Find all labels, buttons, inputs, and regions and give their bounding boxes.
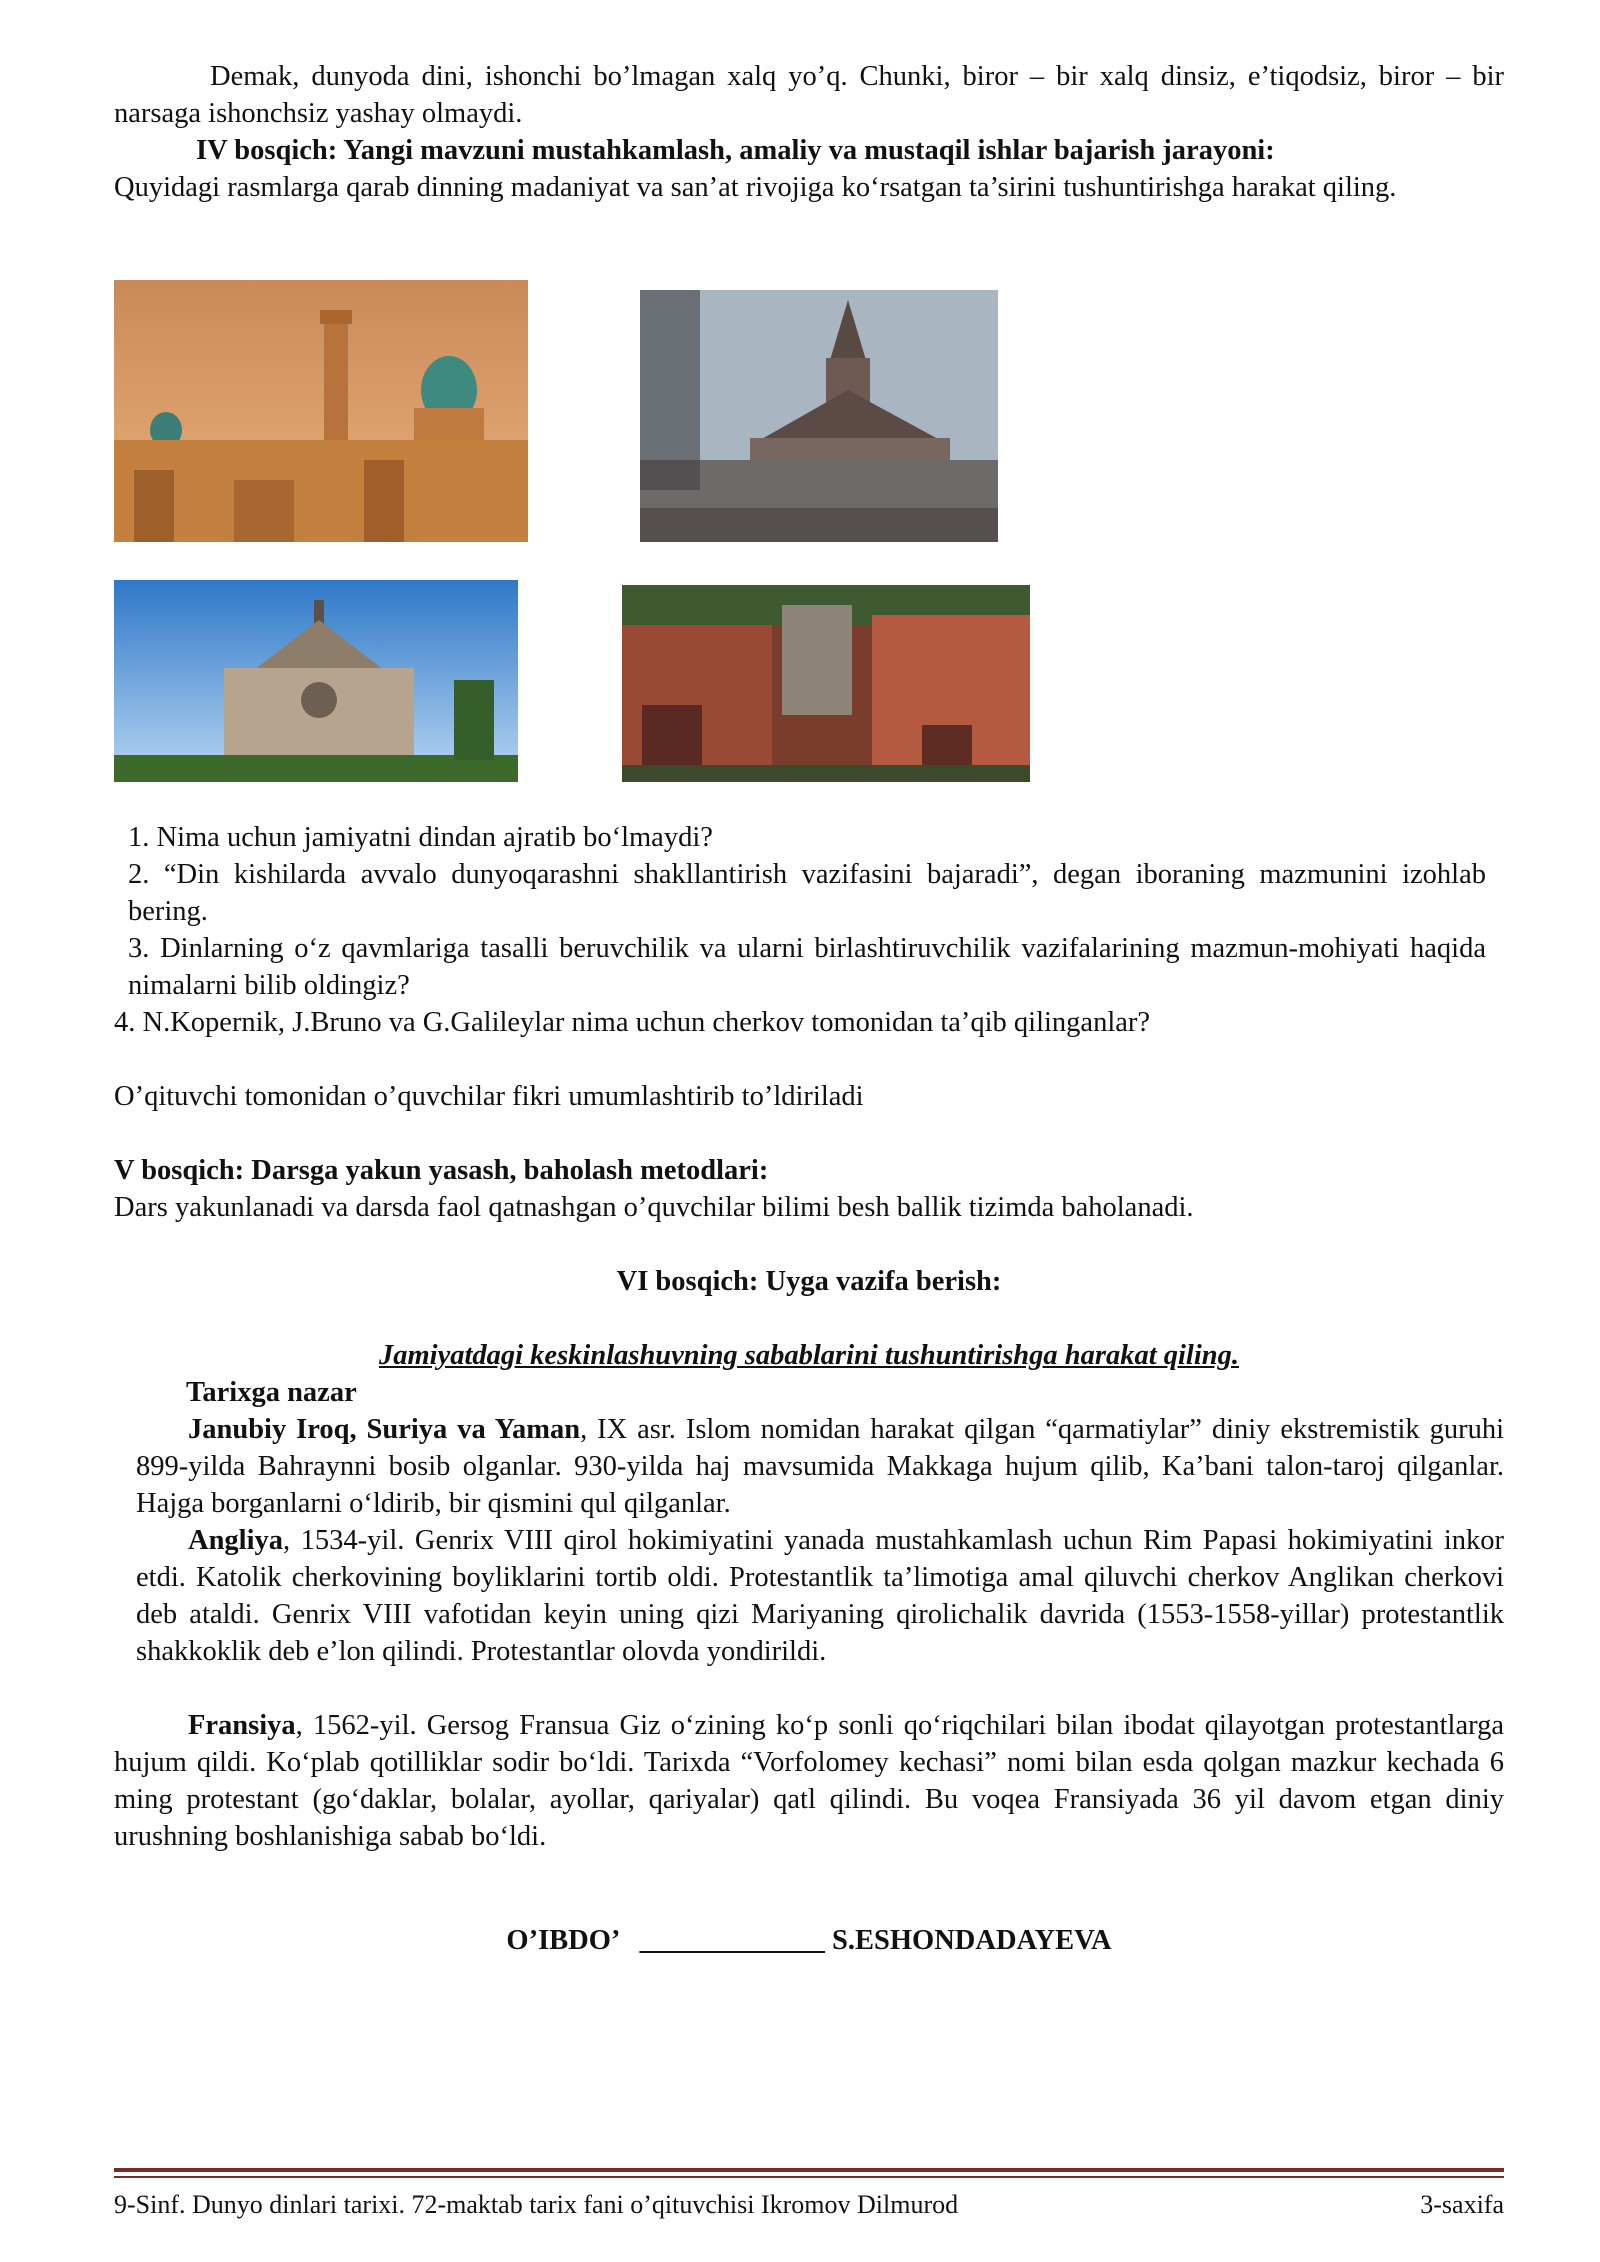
signature-blank: _____________: [639, 1925, 825, 1956]
signature-line: [114, 1922, 1504, 1959]
history-paragraph-england: [136, 1522, 1504, 1670]
stage5-text: Dars yakunlanadi va darsda faol qatnashgan o’quvchilar bilimi besh ballik tizimda baholanadi.: [114, 1192, 1194, 1223]
history-place-england: Angliya: [188, 1525, 284, 1556]
history-text-france: , 1562-yil. Gersog Fransua Giz o‘zining ko‘p sonli qo‘riqchilari bilan ibodat qilayotgan protestantlarga hujum qildi. Ko‘plab qotilliklar sodir bo‘ldi. Tarixda “Vorfolomey kechasi” nomi bilan esda qolgan mazkur kechada 6 ming protestant (go‘daklar, bolalar, ayollar, qariyalar) qatl qilindi. Bu voqea Fransiyada 36 yil davom etgan diniy urushning boshlanishiga sabab bo‘ldi.: [114, 1710, 1504, 1852]
page-footer: [114, 2186, 1504, 2223]
history-text-iraq: , IX asr. Islom nomidan harakat qilgan “qarmatiylar” diniy ekstremistik guruhi 899-yilda Bahraynni bosib olganlar. 930-yilda haj mavsumida Makkaga hujum qilib, Ka’bani talon-taroj qilganlar. Hajga borganlarni o‘ldirib, bir qismini qul qilganlar.: [136, 1414, 1504, 1519]
history-paragraph-france: [114, 1707, 1504, 1855]
history-place-france: Fransiya: [188, 1710, 296, 1741]
page-number: 3-saxifa: [1420, 2190, 1504, 2219]
stage4-heading: IV bosqich: Yangi mavzuni mustahkamlash, amaliy va mustaqil ishlar bajarish jarayoni:: [196, 135, 1275, 166]
footer-author: 9-Sinf. Dunyo dinlari tarixi. 72-maktab tarix fani o’qituvchisi Ikromov Dilmurod: [114, 2190, 959, 2219]
history-title: Tarixga nazar: [186, 1377, 357, 1408]
homework-task: Jamiyatdagi keskinlashuvning sabablarini tushuntirishga harakat qiling.: [378, 1340, 1239, 1371]
intro-paragraph: Demak, dunyoda dini, ishonchi bo’lmagan xalq yo’q. Chunki, biror – bir xalq dinsiz, e’tiqodsiz, biror – bir narsaga ishonchsiz yashay olmaydi.: [114, 61, 1504, 129]
signature-org: O’IBDO’: [506, 1925, 619, 1956]
mosque-minaret-photo: [114, 280, 528, 542]
church-photo: [640, 290, 998, 542]
history-section: [114, 1411, 1504, 1670]
history-place-iraq: Janubiy Iroq, Suriya va Yaman: [188, 1414, 581, 1445]
question-4: 4. N.Kopernik, J.Bruno va G.Galileylar nima uchun cherkov tomonidan ta’qib qilinganlar?: [114, 1007, 1151, 1038]
question-1: 1. Nima uchun jamiyatni dindan ajratib bo‘lmaydi?: [128, 822, 713, 853]
teacher-note: O’qituvchi tomonidan o’quvchilar fikri umumlashtirib to’ldiriladi: [114, 1081, 864, 1112]
stage4-text: Quyidagi rasmlarga qarab dinning madaniyat va san’at rivojiga ko‘rsatgan ta’sirini tushuntirishga harakat qiling.: [114, 172, 1397, 203]
footer-rule-thin: [114, 2176, 1504, 2178]
cathedral-photo: [114, 580, 518, 782]
history-text-england: , 1534-yil. Genrix VIII qirol hokimiyatini yanada mustahkamlash uchun Rim Papasi hokimiyatini inkor etdi. Katolik cherkovining boyliklarini tortib oldi. Protestantlik ta’limotiga amal qiluvchi cherkov Anglikan cherkovi deb ataldi. Genrix VIII vafotidan keyin uning qizi Mariyaning qirolichalik davrida (1553-1558-yillar) protestantlik shakkoklik deb e’lon qilindi. Protestantlar olovda yondirildi.: [136, 1525, 1504, 1667]
rock-buddha-photo: [622, 585, 1030, 782]
question-3: 3. Dinlarning o‘z qavmlariga tasalli beruvchilik va ularni birlashtiruvchilik vazifalarining mazmun-mohiyati haqida nimalarni bilib oldingiz?: [128, 933, 1486, 1001]
history-paragraph-iraq: [136, 1411, 1504, 1522]
signature-name: S.ESHONDADAYEVA: [832, 1925, 1112, 1956]
stage5-heading: V bosqich: Darsga yakun yasash, baholash metodlari:: [114, 1155, 769, 1186]
footer-rule: [114, 2168, 1504, 2172]
stage6-heading: VI bosqich: Uyga vazifa berish:: [616, 1266, 1002, 1297]
question-2: 2. “Din kishilarda avvalo dunyoqarashni shakllantirish vazifasini bajaradi”, degan iboraning mazmunini izohlab bering.: [128, 859, 1486, 927]
intro-section: [114, 58, 1504, 206]
